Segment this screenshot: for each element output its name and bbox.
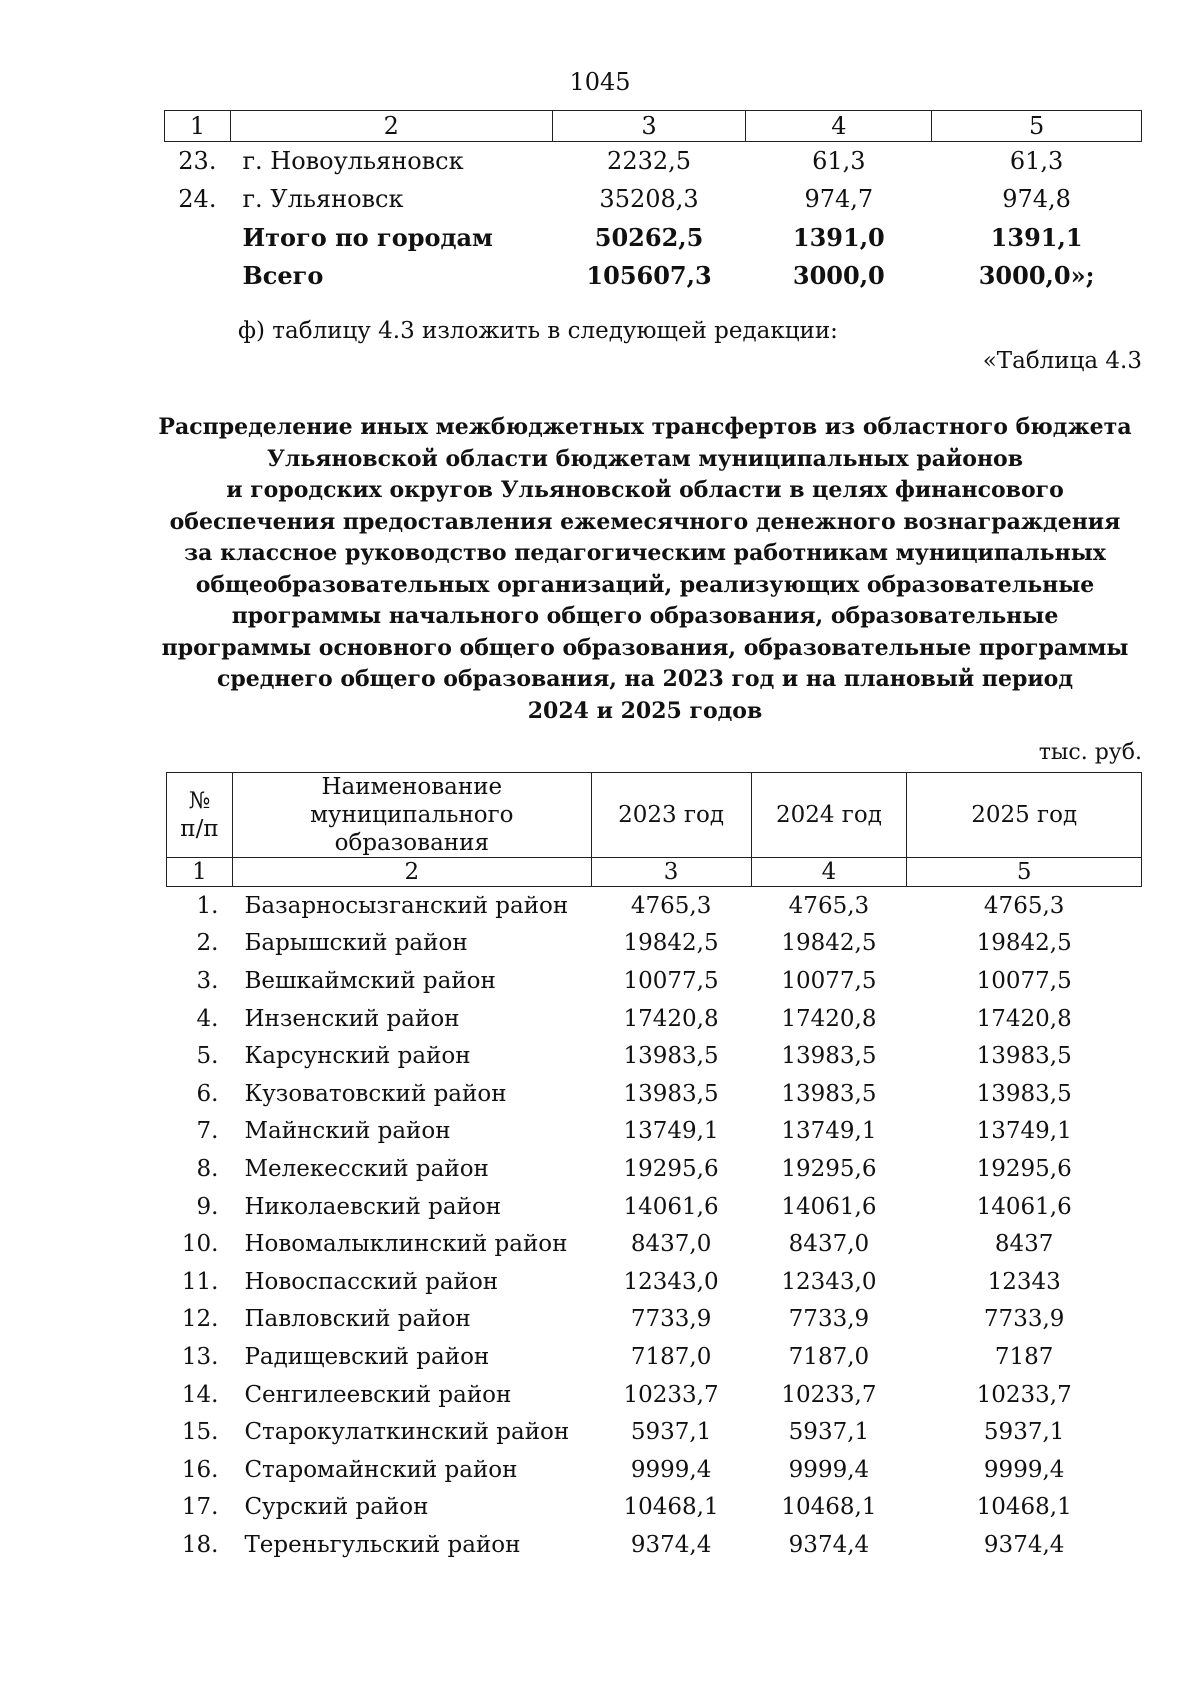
value-2024: 9999,4 — [788, 1456, 870, 1483]
grand-total-row — [165, 256, 1142, 294]
value-2024: 9374,4 — [788, 1531, 870, 1558]
column-number: 5 — [907, 858, 1142, 887]
value-2025: 8437 — [994, 1231, 1054, 1258]
value-2025: 17420,8 — [976, 1005, 1072, 1032]
value-2025: 12343 — [987, 1268, 1061, 1295]
value-2025: 4765,3 — [983, 892, 1065, 919]
column-number: 4 — [751, 858, 907, 887]
municipality-name: Кузоватовский район — [244, 1080, 507, 1107]
value-2025: 10233,7 — [976, 1381, 1072, 1408]
units-label: тыс. руб. — [1038, 740, 1142, 765]
value-2023: 19295,6 — [623, 1155, 719, 1182]
header-text: п/п — [180, 816, 219, 842]
value-2023: 10077,5 — [623, 967, 719, 994]
total-label: Итого по городам — [242, 222, 493, 252]
title-line: общеобразовательных организаций, реализующих образовательные — [195, 571, 1095, 598]
value-2024: 8437,0 — [788, 1231, 870, 1258]
continued-table — [164, 110, 1142, 294]
municipality-name: Инзенский район — [244, 1005, 460, 1032]
value-2023: 19842,5 — [623, 930, 719, 957]
municipality-name: Карсунский район — [244, 1043, 471, 1070]
municipality-name: Тереньгульский район — [244, 1531, 521, 1558]
row-number: 23. — [178, 147, 217, 175]
value-2025: 61,3 — [1009, 147, 1064, 175]
header-text: Наименование — [321, 774, 503, 800]
title-line: 2024 и 2025 годов — [527, 697, 763, 724]
header-municipality — [232, 773, 591, 858]
table-row — [167, 1188, 1142, 1226]
value-2023: 12343,0 — [623, 1268, 719, 1295]
value-2025: 1391,1 — [990, 222, 1083, 252]
value-2023: 50262,5 — [594, 222, 704, 252]
value-2024: 19295,6 — [781, 1155, 877, 1182]
table-row — [167, 1150, 1142, 1188]
table-row — [167, 1338, 1142, 1376]
value-2023: 4765,3 — [630, 892, 712, 919]
value-2025: 13749,1 — [976, 1118, 1072, 1145]
municipality-name: Николаевский район — [244, 1193, 502, 1220]
table-row — [167, 1263, 1142, 1301]
municipality-name: г. Новоульяновск — [242, 147, 464, 175]
value-2023: 13749,1 — [623, 1118, 719, 1145]
value-2025: 974,8 — [1002, 185, 1071, 213]
table-label: «Таблица 4.3 — [982, 348, 1142, 374]
value-2023: 10468,1 — [623, 1494, 719, 1521]
table-row — [167, 1037, 1142, 1075]
row-number — [165, 256, 231, 294]
title-line: Ульяновской области бюджетам муниципальных районов — [266, 445, 1024, 472]
table-row — [167, 1451, 1142, 1489]
column-number: 2 — [232, 858, 591, 887]
row-number — [165, 218, 231, 256]
table-row — [167, 1301, 1142, 1339]
value-2025: 10077,5 — [976, 967, 1072, 994]
value-2024: 14061,6 — [781, 1193, 877, 1220]
value-2024: 10233,7 — [781, 1381, 877, 1408]
row-number: 11. — [181, 1268, 219, 1295]
value-2023: 13983,5 — [623, 1043, 719, 1070]
column-number: 3 — [552, 111, 746, 142]
header-text: № — [188, 788, 211, 814]
municipality-name: Сурский район — [244, 1494, 429, 1521]
value-2025: 13983,5 — [976, 1080, 1072, 1107]
value-2023: 14061,6 — [623, 1193, 719, 1220]
table-row — [165, 180, 1142, 218]
row-number: 14. — [181, 1381, 219, 1408]
value-2024: 13749,1 — [781, 1118, 877, 1145]
title-line: программы начального общего образования, образовательные — [231, 603, 1059, 629]
municipality-name: Мелекесский район — [244, 1155, 489, 1182]
table-row — [167, 1000, 1142, 1038]
row-number: 13. — [181, 1343, 219, 1370]
row-number: 6. — [196, 1080, 219, 1107]
value-2024: 13983,5 — [781, 1080, 877, 1107]
value-2023: 17420,8 — [623, 1005, 719, 1032]
title-line: за классное руководство педагогическим работникам муниципальных — [184, 540, 1106, 566]
value-2025: 7187 — [994, 1343, 1054, 1370]
row-number: 4. — [196, 1005, 219, 1032]
row-number: 16. — [181, 1456, 219, 1483]
total-label: Всего — [242, 260, 324, 290]
value-2024: 13983,5 — [781, 1043, 877, 1070]
allocation-table — [166, 772, 1142, 1564]
value-2024: 1391,0 — [792, 222, 885, 252]
table-row — [165, 142, 1142, 181]
value-2025: 9374,4 — [983, 1531, 1065, 1558]
cities-total-row — [165, 218, 1142, 256]
row-number: 18. — [181, 1531, 219, 1558]
row-number: 15. — [181, 1419, 219, 1446]
row-number: 9. — [196, 1193, 219, 1220]
column-number: 3 — [591, 858, 751, 887]
table-row — [167, 1075, 1142, 1113]
value-2025: 10468,1 — [976, 1494, 1072, 1521]
column-number: 1 — [165, 111, 231, 142]
table-row — [167, 1113, 1142, 1151]
value-2024: 61,3 — [812, 147, 866, 175]
value-2023: 8437,0 — [630, 1231, 712, 1258]
header-2024: 2024 год — [751, 773, 907, 858]
value-2023: 7733,9 — [630, 1306, 712, 1333]
value-2023: 105607,3 — [586, 260, 712, 290]
value-2025: 19295,6 — [976, 1155, 1072, 1182]
column-number: 2 — [230, 111, 552, 142]
value-2025: 3000,0»; — [978, 260, 1095, 290]
table-row — [167, 1376, 1142, 1414]
value-2025: 9999,4 — [983, 1456, 1065, 1483]
value-2025: 19842,5 — [976, 930, 1072, 957]
municipality-name: Базарносызганский район — [244, 892, 569, 919]
municipality-name: Радищевский район — [244, 1343, 490, 1370]
value-2024: 7187,0 — [788, 1343, 870, 1370]
municipality-name: Сенгилеевский район — [244, 1381, 512, 1408]
title-line: среднего общего образования, на 2023 год и на плановый период — [216, 666, 1074, 692]
value-2023: 5937,1 — [630, 1419, 712, 1446]
header-number — [167, 773, 233, 858]
row-number: 17. — [181, 1494, 219, 1521]
table-row — [167, 1413, 1142, 1451]
value-2024: 974,7 — [804, 185, 874, 213]
value-2024: 4765,3 — [788, 892, 870, 919]
value-2025: 7733,9 — [983, 1306, 1065, 1333]
value-2025: 13983,5 — [976, 1043, 1072, 1070]
value-2023: 13983,5 — [623, 1080, 719, 1107]
value-2023: 2232,5 — [607, 147, 692, 175]
municipality-name: Павловский район — [244, 1306, 471, 1333]
municipality-name: Новомалыклинский район — [244, 1231, 568, 1258]
page-number: 1045 — [569, 68, 631, 96]
municipality-name: Майнский район — [244, 1118, 451, 1145]
table-header — [167, 773, 1142, 858]
table-row — [167, 1489, 1142, 1527]
municipality-name: Старомайнский район — [244, 1456, 518, 1483]
municipality-name: Старокулаткинский район — [244, 1419, 570, 1446]
value-2025: 14061,6 — [976, 1193, 1072, 1220]
header-2023: 2023 год — [591, 773, 751, 858]
column-number: 4 — [746, 111, 932, 142]
table-row — [167, 1526, 1142, 1564]
title-line: Распределение иных межбюджетных трансфертов из областного бюджета — [158, 414, 1132, 440]
row-number: 2. — [196, 930, 219, 957]
value-2023: 10233,7 — [623, 1381, 719, 1408]
row-number: 5. — [196, 1043, 219, 1070]
column-number: 5 — [932, 111, 1142, 142]
municipality-name: Новоспасский район — [244, 1268, 499, 1295]
table-row — [167, 1225, 1142, 1263]
table-row — [167, 925, 1142, 963]
value-2024: 10468,1 — [781, 1494, 877, 1521]
row-number: 12. — [181, 1306, 219, 1333]
value-2024: 3000,0 — [792, 260, 885, 290]
column-numbers-row — [167, 858, 1142, 887]
value-2023: 9374,4 — [630, 1531, 712, 1558]
row-number: 10. — [181, 1231, 219, 1258]
row-number: 1. — [196, 892, 219, 919]
row-number: 24. — [178, 185, 217, 213]
value-2024: 12343,0 — [781, 1268, 877, 1295]
value-2023: 7187,0 — [630, 1343, 712, 1370]
value-2025: 5937,1 — [983, 1419, 1065, 1446]
row-number: 8. — [196, 1155, 219, 1182]
municipality-name: Вешкаймский район — [244, 967, 496, 994]
row-number: 3. — [196, 967, 219, 994]
title-line: обеспечения предоставления ежемесячного денежного вознаграждения — [169, 508, 1121, 535]
title-line: и городских округов Ульяновской области в целях финансового — [226, 477, 1064, 503]
column-number: 1 — [167, 858, 233, 887]
header-text: муниципального образования — [310, 802, 514, 856]
intro-text: ф) таблицу 4.3 изложить в следующей редакции: — [238, 318, 838, 344]
value-2024: 17420,8 — [781, 1005, 877, 1032]
value-2024: 5937,1 — [788, 1419, 870, 1446]
value-2023: 9999,4 — [630, 1456, 712, 1483]
title-line: программы основного общего образования, образовательные программы — [161, 634, 1129, 661]
value-2024: 19842,5 — [781, 930, 877, 957]
row-number: 7. — [196, 1118, 219, 1145]
continued-table-header — [165, 111, 1142, 142]
table-row — [167, 962, 1142, 1000]
value-2023: 35208,3 — [599, 185, 699, 213]
value-2024: 7733,9 — [788, 1306, 870, 1333]
municipality-name: г. Ульяновск — [242, 185, 404, 213]
header-2025: 2025 год — [907, 773, 1142, 858]
municipality-name: Барышский район — [244, 930, 468, 957]
table-row — [167, 887, 1142, 925]
value-2024: 10077,5 — [781, 967, 877, 994]
document-title — [150, 412, 1140, 727]
